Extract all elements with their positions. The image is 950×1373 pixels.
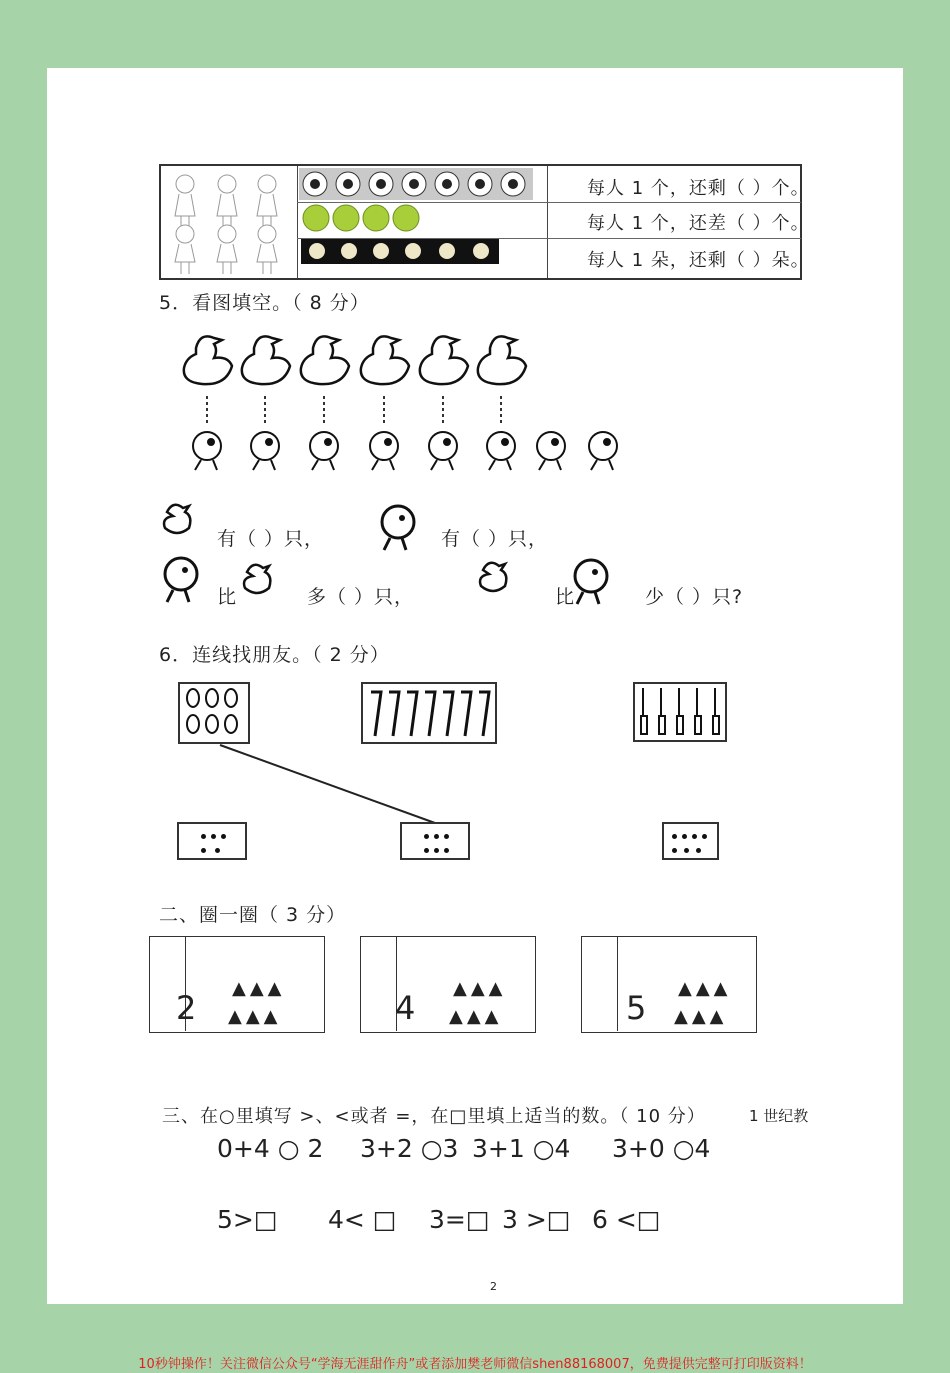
triangles-row: ▲▲▲ xyxy=(674,1006,728,1027)
exercise: 3 >□ xyxy=(502,1205,571,1234)
triangles-row: ▲▲▲ xyxy=(449,1006,503,1027)
corner-text: 1 世纪教 xyxy=(749,1107,809,1125)
q5-title: 5．看图填空。（ 8 分） xyxy=(159,292,370,314)
compare-word-1: 比 xyxy=(217,586,238,608)
circle-box-2 xyxy=(360,936,536,1033)
triangles-row: ▲▲▲ xyxy=(232,978,286,999)
table-row-3-text: 每人 1 朵，还剩（ ）朵。 xyxy=(587,250,810,271)
table-row-1-text: 每人 1 个，还剩（ ）个。 xyxy=(587,178,810,199)
box-number: 4 xyxy=(395,989,416,1027)
circle-box-3 xyxy=(581,936,757,1033)
exercise: 4< □ xyxy=(328,1205,397,1234)
exercise: 3+0 ○4 xyxy=(612,1134,711,1163)
dots-card-5 xyxy=(177,822,247,860)
less-blank: 少（ ）只? xyxy=(645,586,744,608)
dots-card-7 xyxy=(662,822,719,860)
worksheet-page xyxy=(47,68,903,1304)
matching-line xyxy=(47,68,903,868)
exercise: 3=□ xyxy=(429,1205,490,1234)
circle-box-1 xyxy=(149,936,325,1033)
compare-word-2: 比 xyxy=(555,586,576,608)
exercise: 3+1 ○4 xyxy=(472,1134,571,1163)
chick-count-blank: 有（ ）只， xyxy=(441,528,549,550)
box-number: 2 xyxy=(176,989,197,1027)
part3-title: 三、在○里填写 >、<或者 =，在□里填上适当的数。（ 10 分） xyxy=(162,1106,706,1127)
more-blank: 多（ ）只， xyxy=(307,586,415,608)
table-row-2-text: 每人 1 个，还差（ ）个。 xyxy=(587,213,810,234)
exercise: 3+2 ○3 xyxy=(360,1134,459,1163)
exercise: 0+4 ○ 2 xyxy=(217,1134,324,1163)
duck-count-blank: 有（ ）只， xyxy=(217,528,325,550)
triangles-row: ▲▲▲ xyxy=(228,1006,282,1027)
exercise: 6 <□ xyxy=(592,1205,661,1234)
dots-card-6 xyxy=(400,822,470,860)
triangles-row: ▲▲▲ xyxy=(453,978,507,999)
box-number: 5 xyxy=(626,989,647,1027)
footer-note: 10秒钟操作！关注微信公众号“学海无涯甜作舟”或者添加樊老师微信shen88168007，免费提供完整可打印版资料！ xyxy=(138,1357,812,1372)
triangles-row: ▲▲▲ xyxy=(678,978,732,999)
exercise: 5>□ xyxy=(217,1205,278,1234)
q6-title: 6．连线找朋友。（ 2 分） xyxy=(159,644,390,666)
page-number: 2 xyxy=(490,1280,497,1293)
part2-title: 二、圈一圈（ 3 分） xyxy=(159,904,347,926)
